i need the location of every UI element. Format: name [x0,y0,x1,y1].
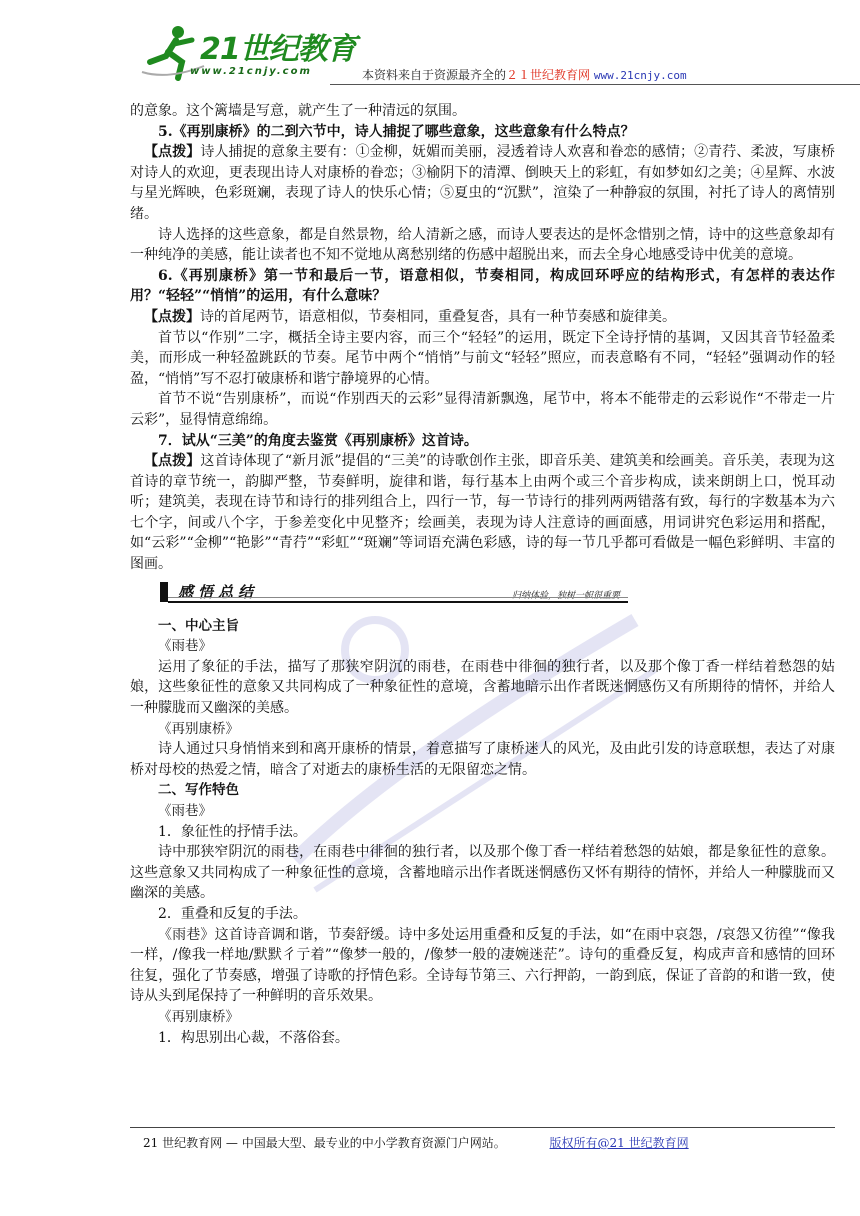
banner-rule-thin [168,597,628,598]
paragraph: 诗人通过只身悄悄来到和离开康桥的情景，着意描写了康桥迷人的风光，及由此引发的诗意联想，表达了对康桥对母校的热爱之情，暗含了对逝去的康桥生活的无限留恋之情。 [130,741,835,778]
question-5: 5.《再别康桥》的二到六节中，诗人捕捉了哪些意象，这些意象有什么特点？ [158,123,635,140]
paragraph: 《雨巷》这首诗音调和谐，节奏舒缓。诗中多处运用重叠和反复的手法，如“在雨中哀怨，/哀怨又彷徨”“像我一样，/像我一样地/默默彳亍着”“像梦一般的，/像梦一般的凄婉迷茫”。诗句的重叠反复，构成声音和感情的回环往复，强化了节奏感，增强了诗歌的抒情色彩。全诗每节第三、六行押韵，一韵到底，保证了音韵的和谐一致，使诗从头到尾保持了一种鲜明的音乐效果。 [130,926,835,1005]
paragraph: 的意象。这个篱墙是写意，就产生了一种清远的氛围。 [130,103,466,119]
header-note-site[interactable]: ２１世纪教育网 [506,68,591,82]
book-title: 《雨巷》 [158,803,212,819]
hint-label: 【点拨】 [144,308,200,325]
site-logo[interactable] [130,18,370,84]
paragraph: 首节不说“告别康桥”，而说“作别西天的云彩”显得清新飘逸，尾节中，将本不能带走的云彩说作“不带走一片云彩”，显得情意绵绵。 [130,391,835,428]
banner-title: 感悟总结 [178,582,259,601]
banner-rule [168,601,628,603]
banner-bar [160,582,168,602]
paragraph: 首节以“作别”二字，概括全诗主要内容，而三个“轻轻”的运用，既定下全诗抒情的基调，又因其音节轻盈柔美，而形成一种轻盈跳跃的节奏。尾节中两个“悄悄”与前文“轻轻”照应，而表意略有不同，“轻轻”强调动作的轻盈，“悄悄”写不忍打破康桥和谐宁静境界的心情。 [130,329,835,387]
answer-6-text: 诗的首尾两节，语意相似，节奏相同，重叠复沓，具有一种节奏感和旋律美。 [200,308,676,325]
footer-text: 21 世纪教育网 — 中国最大型、最专业的中小学教育资源门户网站。 [143,1136,506,1150]
main-content [130,101,835,1048]
book-title: 《再别康桥》 [158,1008,239,1025]
logo-url: www.21cnjy.com [190,66,312,77]
paragraph: 运用了象征的手法，描写了那狭窄阴沉的雨巷，在雨巷中徘徊的独行者，以及那个像丁香一样结着愁怨的姑娘，这些象征性的意象又共同构成了一种象征性的意境，含蓄地暗示出作者既迷惘感伤又有所期待的情怀，并给人一种朦胧而又幽深的美感。 [130,658,835,717]
subheading: 1．象征性的抒情手法。 [158,823,307,840]
section-heading: 一、中心主旨 [158,617,239,634]
section-heading: 二、写作特色 [158,782,239,799]
paragraph: 诗中那狭窄阴沉的雨巷，在雨巷中徘徊的独行者，以及那个像丁香一样结着愁怨的姑娘，都是象征性的意象。这些意象又共同构成了一种象征性的意境，含蓄地暗示出作者既迷惘感伤又怀有期待的情怀，并给人一种朦胧而又幽深的美感。 [130,844,835,902]
question-7: 7．试从“三美”的角度去鉴赏《再别康桥》这首诗。 [158,432,478,449]
answer-7 [130,451,835,575]
header-divider [330,84,860,85]
footer-copyright-link[interactable]: 版权所有@21 世纪教育网 [549,1136,689,1150]
hint-label: 【点拨】 [144,453,201,470]
banner-subtitle: 归纳体验，独树一帜很重要 [511,590,620,601]
paragraph: 诗人选择的这些意象，都是自然景物，给人清新之感，而诗人要表达的是怀念惜别之情，诗中的这些意象却有一种纯净的美感，能让读者也不知不觉地从离愁别绪的伤感中超脱出来，而去全身心地感受诗中优美的意境。 [130,226,835,264]
question-6: 6.《再别康桥》第一节和最后一节，语意相似，节奏相同，构成回环呼应的结构形式，有怎样的表达作用？“轻轻”“悄悄”的运用，有什么意味？ [130,267,835,305]
footer-divider [130,1127,835,1128]
subheading: 1．构思别出心裁，不落俗套。 [158,1029,349,1046]
header-note-prefix: 本资料来自于资源最齐全的 [362,68,507,82]
book-title: 《雨巷》 [158,638,212,655]
header-note-url[interactable]: www.21cnjy.com [593,69,687,82]
answer-6 [130,307,835,328]
answer-5-text: 诗人捕捉的意象主要有：①金柳，妩媚而美丽，浸透着诗人欢喜和眷恋的感情；②青荇、柔波，写康桥对诗人的欢迎，更表现出诗人对康桥的眷恋；③榆阴下的清潭、倒映天上的彩虹，有如梦如幻之美；④星辉、水波与星光辉映，色彩斑斓，表现了诗人的快乐心情；⑤夏虫的“沉默”，渲染了一种静寂的氛围，衬托了诗人的离情别绪。 [130,144,836,222]
header-note [362,66,687,83]
page-header [130,18,830,88]
answer-5 [130,142,835,224]
hint-label: 【点拨】 [144,144,201,161]
subheading: 2．重叠和反复的手法。 [158,905,307,922]
answer-7-text: 这首诗体现了“新月派”提倡的“三美”的诗歌创作主张，即音乐美、建筑美和绘画美。音乐美，表现为这首诗的章节统一，韵脚严整，节奏鲜明，旋律和谐，每行基本上由两个或三个音步构成，读来朗朗上口，悦耳动听；建筑美，表现在诗节和诗行的排列组合上，四行一节，每一节诗行的排列两两错落有致，每行的字数基本为六七个字，间或八个字，于参差变化中见整齐；绘画美，表现为诗人注意诗的画面感，用词讲究色彩运用和搭配，如“云彩”“金柳”“艳影”“青荇”“彩虹”“斑斓”等词语充满色彩感，诗的每一节几乎都可看做是一幅色彩鲜明、丰富的图画。 [130,453,835,573]
section-banner [160,582,630,602]
page-footer [143,1134,689,1151]
logo-text: 21世纪教育 [200,32,356,67]
book-title: 《再别康桥》 [158,720,239,737]
